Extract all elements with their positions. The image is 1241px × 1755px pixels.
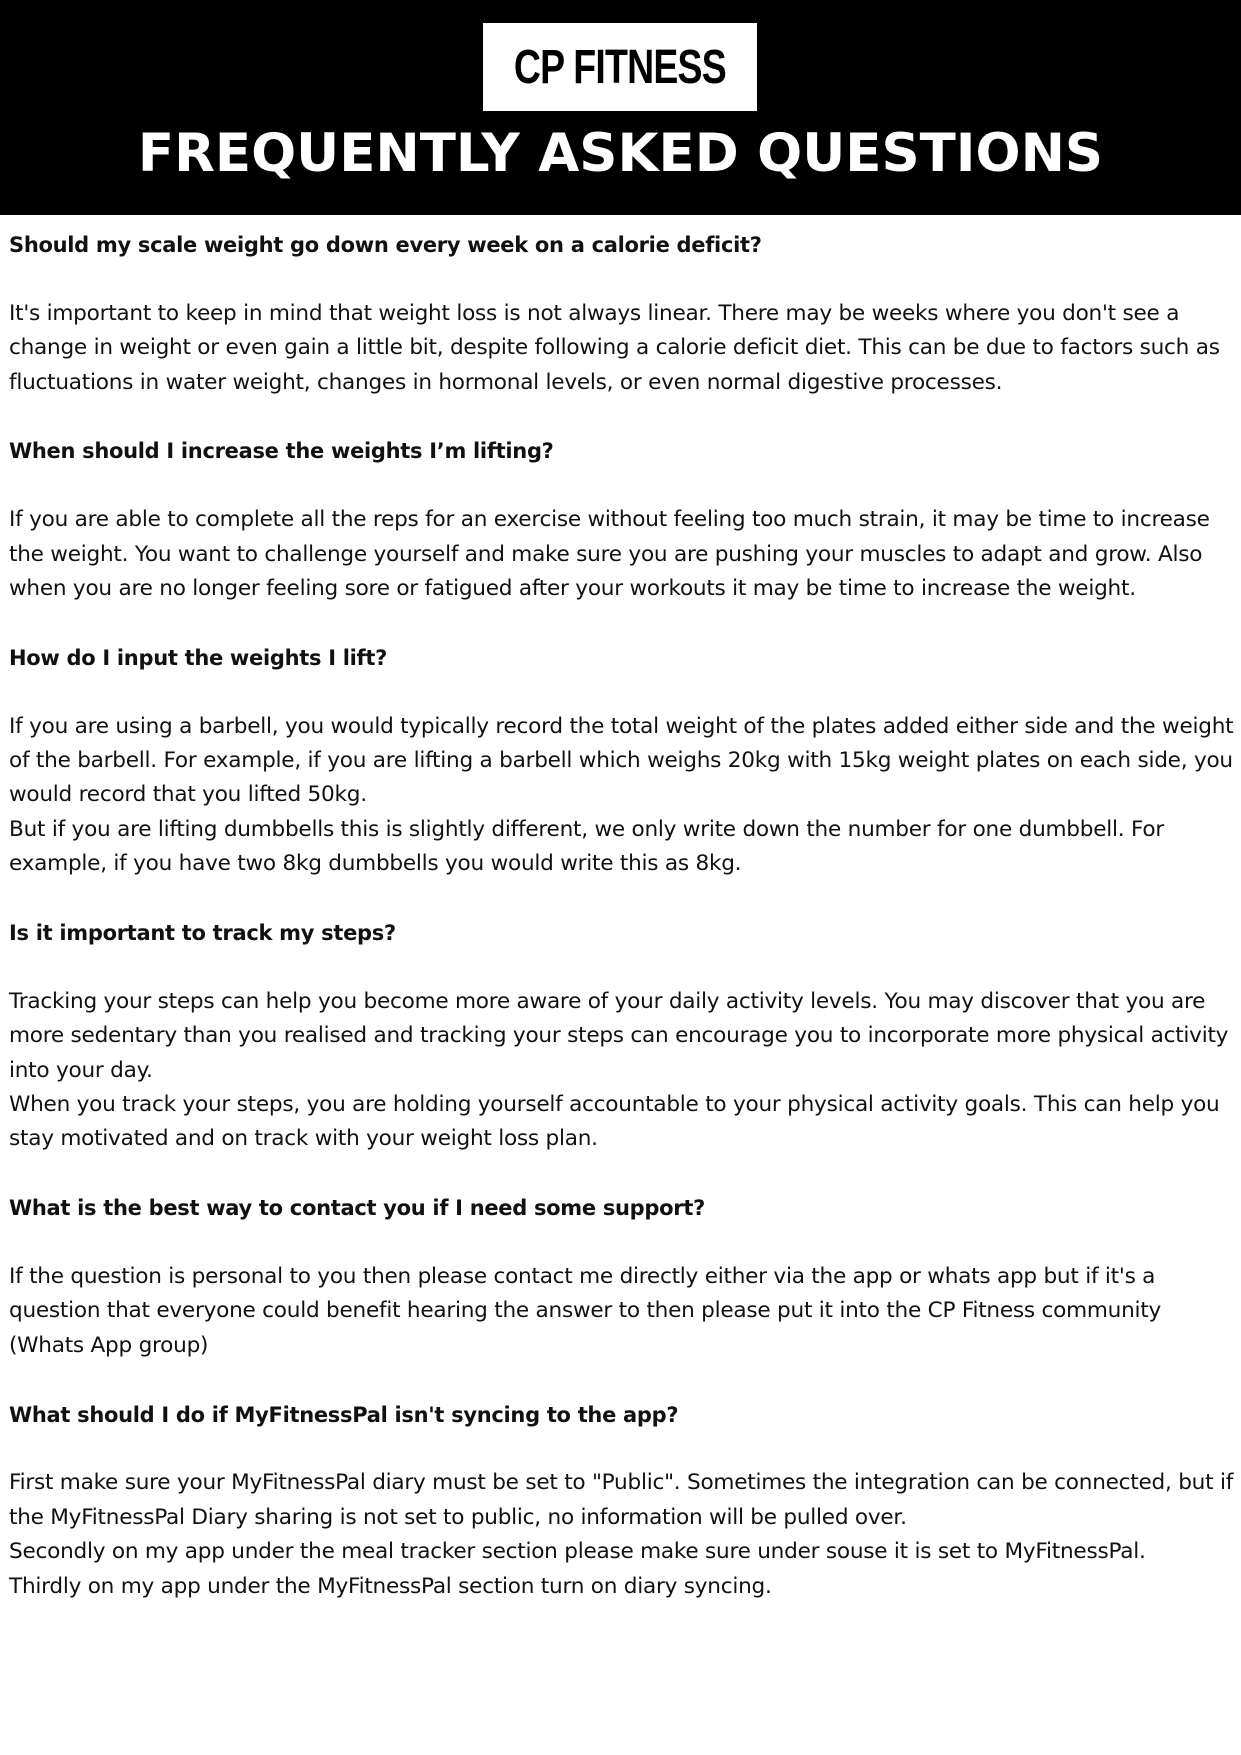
faq-answer-paragraph: If the question is personal to you then please contact me directly either via the app or whats app but if it's a question that everyone could benefit hearing the answer to then please put it into the CP Fitness community (Whats App group) bbox=[9, 1263, 1162, 1358]
faq-answer-paragraph: Secondly on my app under the meal tracker section please make sure under souse it is set to MyFitnessPal. bbox=[9, 1539, 1146, 1565]
faq-question: Should my scale weight go down every week on a calorie deficit? bbox=[9, 233, 762, 257]
faq-item-increase-weights bbox=[9, 434, 1235, 640]
logo bbox=[483, 23, 757, 111]
faq-question: When should I increase the weights I’m lifting? bbox=[9, 439, 554, 464]
page-title: FREQUENTLY ASKED QUESTIONS bbox=[137, 123, 1104, 184]
faq-question: How do I input the weights I lift? bbox=[9, 645, 387, 670]
faq-answer bbox=[9, 710, 1235, 882]
faq-answer-paragraph: If you are able to complete all the reps for an exercise without feeling too much strain, it may be time to increase the weight. You want to challenge yourself and make sure you are pushing your muscles to adapt and grow. Also when you are no longer feeling sore or fatigued after your workouts it may be time to increase the weight. bbox=[9, 507, 1210, 601]
faq-question: Is it important to track my steps? bbox=[9, 920, 396, 945]
faq-answer bbox=[9, 985, 1235, 1157]
faq-answer-paragraph: First make sure your MyFitnessPal diary must be set to "Public". Sometimes the integration can be connected, but if the MyFitnessPal Diary sharing is not set to public, no information will be pulled over. bbox=[9, 1470, 1234, 1530]
faq-item-scale-weight bbox=[9, 228, 1235, 434]
faq-item-input-weights bbox=[9, 641, 1235, 916]
faq-answer-paragraph: Tracking your steps can help you become more aware of your daily activity levels. You may discover that you are more sedentary than you realised and tracking your steps can encourage you to incorporate more physical activity into your day. bbox=[9, 988, 1229, 1083]
faq-answer-paragraph: If you are using a barbell, you would typically record the total weight of the plates added either side and the weight of the barbell. For example, if you are lifting a barbell which weighs 20kg with 15kg weight plates on each side, you would record that you lifted 50kg. bbox=[9, 713, 1234, 808]
faq-answer bbox=[9, 503, 1235, 606]
header-banner bbox=[0, 0, 1241, 215]
faq-answer-paragraph: Thirdly on my app under the MyFitnessPal section turn on diary syncing. bbox=[9, 1573, 772, 1599]
faq-answer-paragraph: It's important to keep in mind that weight loss is not always linear. There may be weeks where you don't see a change in weight or even gain a little bit, despite following a calorie deficit diet. This can be due to factors such as fluctuations in water weight, changes in hormonal levels, or even normal digestive processes. bbox=[9, 300, 1220, 395]
faq-item-track-steps bbox=[9, 916, 1235, 1191]
faq-list bbox=[9, 228, 1235, 1604]
logo-text: CP FITNESS bbox=[513, 40, 727, 94]
faq-question: What should I do if MyFitnessPal isn't syncing to the app? bbox=[9, 1402, 679, 1427]
faq-answer-paragraph: When you track your steps, you are holding yourself accountable to your physical activity goals. This can help you stay motivated and on track with your weight loss plan. bbox=[9, 1091, 1220, 1152]
faq-answer bbox=[9, 1260, 1235, 1363]
faq-answer bbox=[9, 297, 1235, 400]
faq-item-contact-support bbox=[9, 1191, 1235, 1397]
faq-question: What is the best way to contact you if I need some support? bbox=[9, 1196, 705, 1221]
faq-answer bbox=[9, 1466, 1235, 1604]
faq-answer-paragraph: But if you are lifting dumbbells this is slightly different, we only write down the number for one dumbbell. For example, if you have two 8kg dumbbells you would write this as 8kg. bbox=[9, 816, 1164, 877]
faq-item-myfitnesspal-sync bbox=[9, 1398, 1235, 1604]
